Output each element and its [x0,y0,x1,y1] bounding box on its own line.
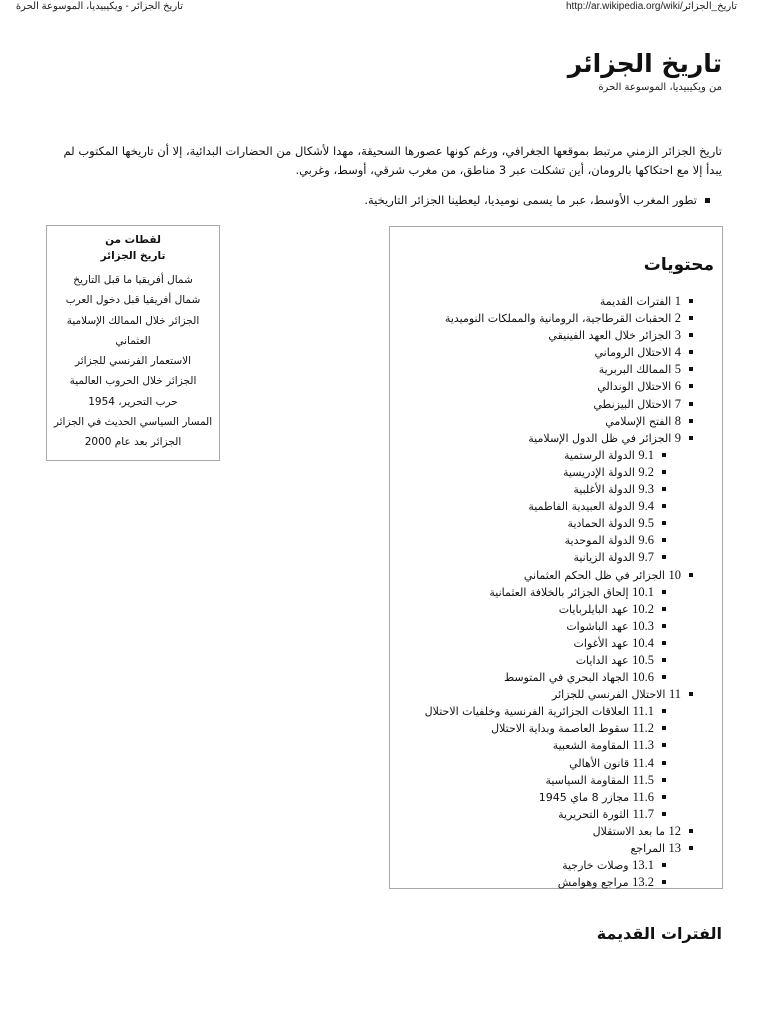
toc-item[interactable] [425,310,681,327]
toc-number: 11.4 [632,755,654,770]
toc-number: 9.3 [638,482,654,497]
toc-label: المقاومة السياسية [545,773,630,787]
toc-subitem[interactable] [425,635,654,652]
toc-number: 2 [674,311,681,326]
toc-title: محتويات [643,255,714,275]
toc-number: 9.5 [638,516,654,531]
toc-sublist [425,857,654,891]
toc-label: الدولة الموحدية [564,534,635,548]
toc-number: 3 [674,328,681,343]
toc-number: 10 [668,567,681,582]
toc-number: 10.3 [632,618,654,633]
toc-number: 12 [668,823,681,838]
sidebar-item[interactable]: الجزائر بعد عام 2000 [84,436,182,449]
toc-item[interactable] [425,840,681,891]
toc-label: إلحاق الجزائر بالخلافة العثمانية [489,585,629,599]
toc-subitem[interactable] [425,806,654,823]
intro-bullet-text: تطور المغرب الأوسط، عبر ما يسمى نوميديا، ليعطينا الجزائر التاريخية. [364,193,697,207]
sidebar-item[interactable]: الجزائر خلال الممالك الإسلامية [66,314,200,327]
toc-number: 9.6 [638,533,654,548]
toc-number: 4 [674,345,681,360]
toc-number: 10.5 [632,652,654,667]
toc-label: الدولة الزيانية [573,551,635,565]
toc-number: 11.3 [632,738,654,753]
toc-subitem[interactable] [425,789,654,806]
toc-number: 11.5 [632,772,654,787]
toc-label: الفترات القديمة [599,295,672,308]
toc-subitem[interactable] [425,601,654,618]
toc-label: الاحتلال الوندالي [597,380,672,394]
toc-item[interactable] [425,823,681,840]
toc-subitem[interactable] [425,447,654,464]
toc-label: الدولة الحمادية [567,517,635,531]
toc-number: 10.4 [632,635,654,650]
toc-number: 11.1 [632,704,654,719]
toc-subitem[interactable] [425,703,654,720]
toc-number: 9.2 [638,464,654,479]
toc-subitem[interactable] [425,532,654,549]
toc-subitem[interactable] [425,720,654,737]
toc-label: عهد الباشوات [566,619,629,633]
toc-number: 8 [674,413,681,428]
toc-number: 9.1 [638,447,654,462]
toc-label: الدولة الإدريسية [563,465,635,479]
toc-label: ما بعد الاستقلال [592,824,665,838]
toc-item[interactable] [425,396,681,413]
sidebar-item[interactable]: الاستعمار الفرنسي للجزائر [74,355,192,368]
toc-item[interactable] [425,413,681,430]
toc-label: الدولة العبيدية الفاطمية [528,500,635,514]
toc-label: الدولة الرستمية [564,448,635,462]
toc-item[interactable] [425,430,681,567]
toc-label: عهد البايلربايات [558,602,629,616]
history-sidebar-box [46,225,220,461]
toc-label: وصلات خارجية [562,859,629,873]
print-url[interactable]: http://ar.wikipedia.org/wiki/تاريخ_الجزائر [566,1,738,12]
toc-subitem[interactable] [425,737,654,754]
section-heading: الفترات القديمة [596,924,722,943]
sidebar-title-line1: لقطات من [105,234,161,246]
toc-item[interactable] [425,378,681,395]
toc-label: الجزائر خلال العهد الفينيقي [548,329,672,343]
sidebar-item[interactable]: شمال أفريقيا قبل دخول العرب [65,294,201,307]
toc-subitem[interactable] [425,481,654,498]
toc-sublist [425,703,654,823]
toc-label: مراجع وهوامش [557,876,629,890]
toc-subitem[interactable] [425,584,654,601]
toc-label: الجزائر في ظل الحكم العثماني [523,568,665,582]
toc-item[interactable] [425,327,681,344]
toc-number: 10.1 [632,584,654,599]
toc-number: 1 [674,294,681,308]
toc-label: عهد الدايات [575,653,629,667]
toc-number: 11.6 [632,789,654,804]
toc-number: 10.6 [632,670,654,685]
toc-subitem[interactable] [425,857,654,874]
sidebar-item[interactable]: العثماني [115,334,151,347]
toc-number: 5 [674,362,681,377]
article-subtitle: من ويكيبيديا، الموسوعة الحرة [598,82,722,93]
toc-number: 13.2 [632,875,654,890]
toc-list [425,293,681,891]
toc-number: 9 [674,430,681,445]
toc-number: 11.2 [632,721,654,736]
toc-subitem[interactable] [425,874,654,891]
toc-subitem[interactable] [425,652,654,669]
toc-label: المقاومة الشعبية [552,739,630,753]
toc-label: الدولة الأغلبية [573,483,635,497]
toc-subitem[interactable] [425,464,654,481]
toc-item[interactable] [425,344,681,361]
toc-number: 11 [668,687,681,702]
toc-number: 11.7 [632,806,654,821]
toc-item[interactable] [425,567,681,687]
toc-subitem[interactable] [425,618,654,635]
toc-item[interactable] [425,293,681,310]
toc-subitem[interactable] [425,498,654,515]
toc-sublist [425,584,654,687]
toc-item[interactable] [425,686,681,823]
square-bullet-icon [705,198,710,203]
toc-number: 10.2 [632,601,654,616]
sidebar-title-line2: تاريخ الجزائر [100,250,166,262]
toc-number: 13 [668,841,681,855]
toc-label: الجهاد البحري في المتوسط [503,671,629,685]
toc-label: الاحتلال البيزنطي [593,397,672,411]
toc-label: الثورة التحريرية [558,807,630,821]
print-header [0,0,768,14]
toc-number: 6 [674,379,681,394]
toc-number: 13.1 [632,858,654,873]
toc-number: 9.7 [638,550,654,565]
toc-label: الفتح الإسلامي [605,414,672,428]
toc-label: قانون الأهالي [569,756,630,770]
toc-subitem[interactable] [425,669,654,686]
toc-label: الممالك البربرية [598,363,672,377]
toc-label: سقوط العاصمة وبداية الاحتلال [491,722,630,736]
toc-label: الجزائر في ظل الدول الإسلامية [528,431,672,445]
sidebar-item[interactable]: الجزائر خلال الحروب العالمية [69,375,197,388]
toc-sublist [425,447,654,567]
toc-label: مجازر 8 ماي 1945 [538,790,630,804]
article-title: تاريخ الجزائر [567,49,722,78]
intro-paragraph: تاريخ الجزائر الزمني مرتبط بموقعها الجغرافي، ورغم كونها عصورها السحيقة، مهدا لأشكال من الحضارات البدائية، إلا أن تاريخها المكتوب لم يبدأ إلا مع احتكاكها بالرومان، أين تشكلت عبر 3 مناطق، من مغرب شرقي، أوسط، وغربي. [63,144,722,177]
toc-subitem[interactable] [425,755,654,772]
print-page-title: تاريخ الجزائر - ويكيبيديا، الموسوعة الحرة [15,1,183,12]
toc-label: المراجع [630,842,665,855]
toc-subitem[interactable] [425,772,654,789]
toc-label: الاحتلال الفرنسي للجزائر [552,688,666,702]
toc-label: العلاقات الجزائرية الفرنسية وخلفيات الاحتلال [424,705,630,719]
toc-label: عهد الأغوات [573,636,629,650]
toc-subitem[interactable] [425,515,654,532]
toc-number: 9.4 [638,499,654,514]
toc-number: 7 [674,396,681,411]
sidebar-item[interactable]: حرب التحرير، 1954 [88,395,178,408]
toc-item[interactable] [425,361,681,378]
intro-bullet [364,192,710,208]
sidebar-item[interactable]: المسار السياسي الحديث في الجزائر [53,416,213,429]
toc-label: الاحتلال الروماني [594,346,672,360]
sidebar-item[interactable]: شمال أفريقيا ما قبل التاريخ [73,274,193,286]
toc-subitem[interactable] [425,549,654,566]
table-of-contents [389,226,723,889]
toc-label: الحقبات القرطاجية، الرومانية والمملكات النوميدية [444,312,672,326]
sidebar-list [47,270,219,453]
